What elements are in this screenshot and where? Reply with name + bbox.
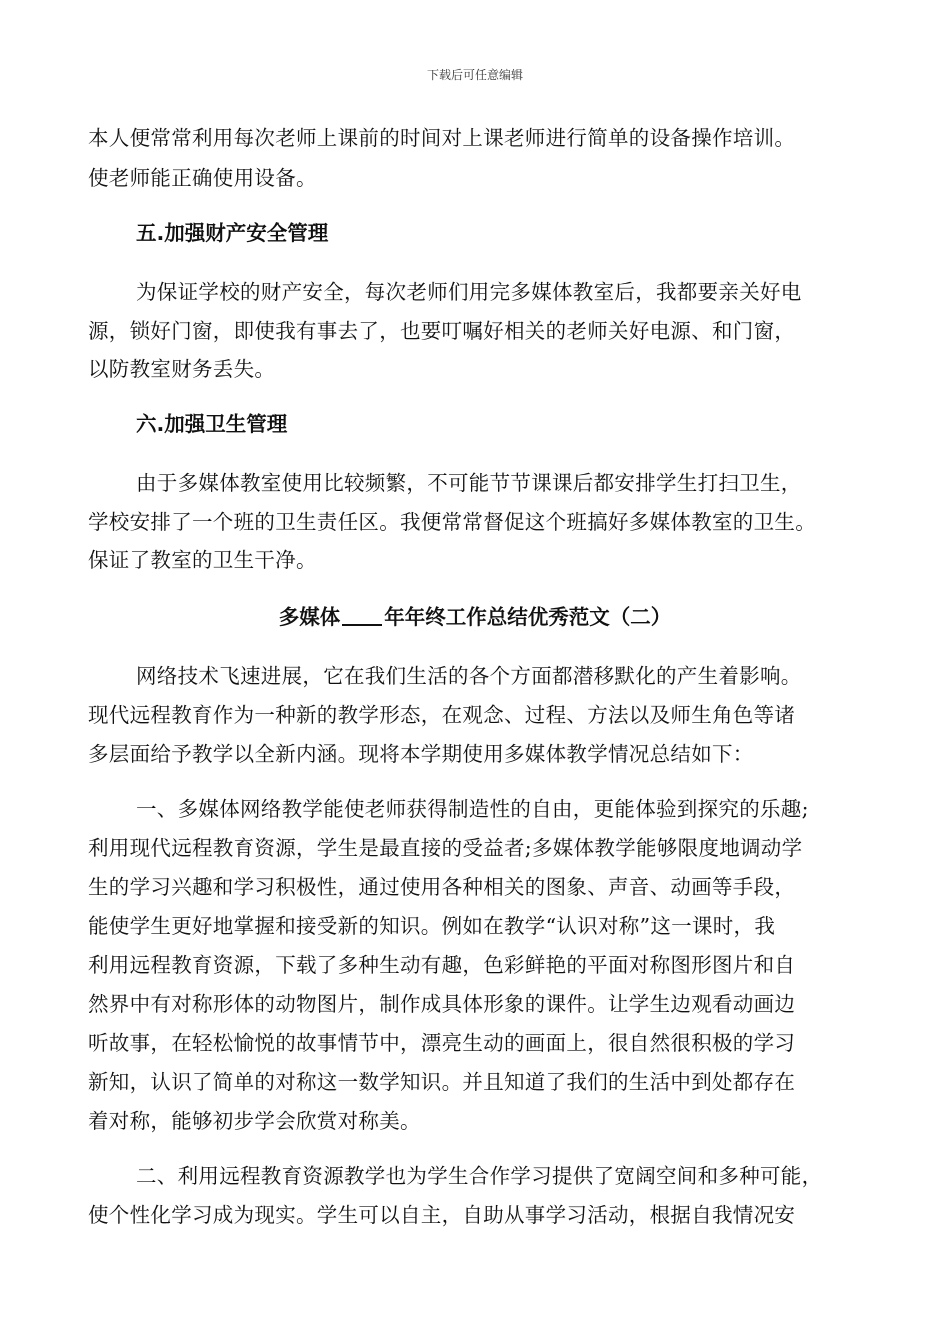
paragraph-line: 能使学生更好地掌握和接受新的知识。例如在教学“认识对称”这一课时，我 [88,914,776,938]
paragraph-line: 学校安排了一个班的卫生责任区。我便常常督促这个班搞好多媒体教室的卫生。 [88,510,816,534]
paragraph-line: 利用远程教育资源，下载了多种生动有趣，色彩鲜艳的平面对称图形图片和自 [88,953,796,977]
paragraph-line: 新知，认识了简单的对称这一数学知识。并且知道了我们的生活中到处都存在 [88,1070,796,1094]
paragraph-line: 网络技术飞速进展，它在我们生活的各个方面都潜移默化的产生着影响。 [136,664,802,688]
paragraph-line: 保证了教室的卫生干净。 [88,548,317,572]
paragraph-line: 为保证学校的财产安全，每次老师们用完多媒体教室后，我都要亲关好电 [136,280,802,304]
paragraph-line: 使个性化学习成为现实。学生可以自主，自助从事学习活动，根据自我情况安 [88,1203,796,1227]
paragraph-line: 着对称，能够初步学会欣赏对称美。 [88,1109,421,1133]
paragraph-line: 以防教室财务丢失。 [88,357,276,381]
paragraph-line: 现代远程教育作为一种新的教学形态，在观念、过程、方法以及师生角色等诸 [88,703,796,727]
article-title [0,603,950,631]
paragraph-line: 听故事，在轻松愉悦的故事情节中，漂亮生动的画面上，很自然很积极的学习 [88,1031,796,1055]
paragraph-line: 本人便常常利用每次老师上课前的时间对上课老师进行简单的设备操作培训。 [88,126,796,150]
paragraph-line: 源，锁好门窗，即使我有事去了，也要叮嘱好相关的老师关好电源、和门窗， [88,319,796,343]
title-blank-underline [342,606,382,626]
paragraph-line: 然界中有对称形体的动物图片，制作成具体形象的课件。让学生边观看动画边 [88,992,796,1016]
paragraph-line: 由于多媒体教室使用比较频繁，不可能节节课课后都安排学生打扫卫生， [136,471,802,495]
section-heading-six: 六.加强卫生管理 [136,412,288,436]
section-heading-five: 五.加强财产安全管理 [136,221,329,245]
paragraph-line: 生的学习兴趣和学习积极性，通过使用各种相关的图象、声音、动画等手段， [88,875,796,899]
paragraph-line: 使老师能正确使用设备。 [88,166,317,190]
paragraph-line: 利用现代远程教育资源，学生是最直接的受益者;多媒体教学能够限度地调动学 [88,836,803,860]
article-title-prefix: 多媒体 [278,605,341,629]
paragraph-line: 多层面给予教学以全新内涵。现将本学期使用多媒体教学情况总结如下： [88,742,754,766]
article-title-suffix: 年年终工作总结优秀范文（二） [384,605,672,629]
paragraph-line: 一、多媒体网络教学能使老师获得制造性的自由，更能体验到探究的乐趣; [136,797,809,821]
page-header: 下载后可任意编辑 [426,68,523,82]
paragraph-line: 二、利用远程教育资源教学也为学生合作学习提供了宽阔空间和多种可能， [136,1164,823,1188]
